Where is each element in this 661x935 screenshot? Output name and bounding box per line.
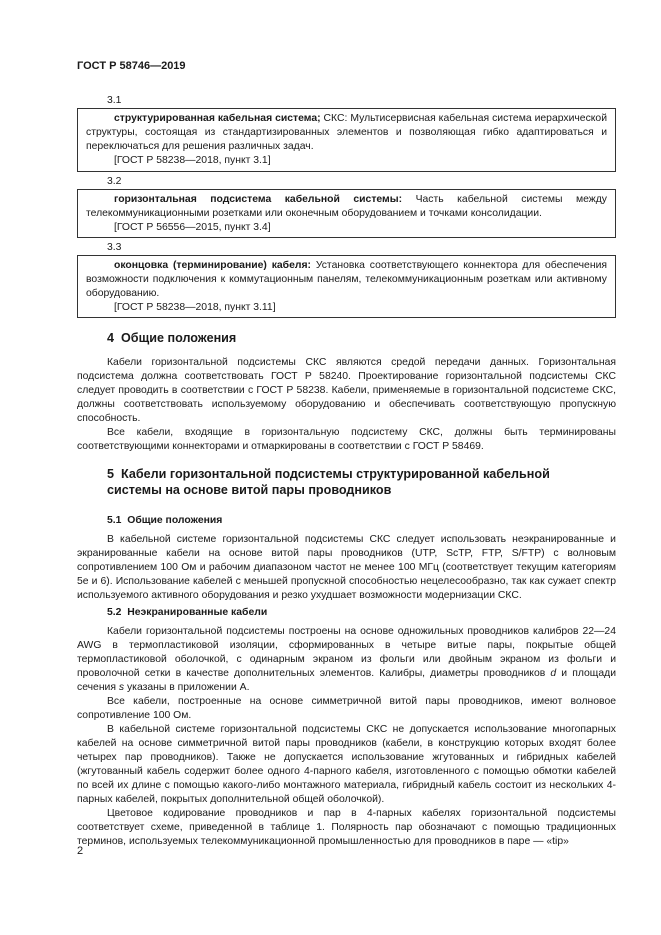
paragraph-text: указаны в приложении А. <box>124 682 250 693</box>
subsection-heading <box>107 606 267 620</box>
paragraph: Кабели горизонтальной подсистемы СКС являются средой передачи данных. Горизонтальная подсистема должна соответствовать ГОСТ Р 58240. Проектирование горизонтальной подсистемы СКС следует проводить в соответствии с ГОСТ Р 58238. Кабели, применяемые в горизонтальной подсистеме СКС, должны соответствовать используемому оборудованию и обеспечивать соответствующую пропускную способность. <box>77 357 616 424</box>
paragraph: Цветовое кодирование проводников и пар в 4-парных кабелях горизонтальной подсистемы соответствует схеме, приведенной в таблице 1. Полярность пар обозначают с помощью традиционных терминов, используемых телекоммуникационной промышленностью для проводников в паре — «tip» <box>77 808 616 847</box>
paragraph: Все кабели, входящие в горизонтальную подсистему СКС, должны быть терминированы соответствующими коннекторами и отмаркированы в соответствии с ГОСТ Р 58469. <box>77 427 616 452</box>
symbol-s: s <box>118 682 125 693</box>
term-reference: [ГОСТ Р 58238—2018, пункт 3.1] <box>114 155 271 166</box>
paragraph-text: и площади сечения <box>77 668 616 693</box>
term-definition-box <box>77 108 616 172</box>
subsection-title: Неэкранированные кабели <box>127 607 268 618</box>
term-text <box>86 112 607 154</box>
section-title-line: системы на основе витой пары проводников <box>107 483 392 497</box>
term-text <box>86 193 607 221</box>
section-title: Кабели горизонтальной подсистемы структурированной кабельной <box>121 467 550 481</box>
page-number: 2 <box>77 845 84 857</box>
paragraph-text: Кабели горизонтальной подсистемы построены на основе одножильных проводников калибров 22—24 AWG в термопластиковой изоляции, сформированных в четыре витые пары, покрытые общей термопластиковой оболочкой, с одинарным экраном из фольги или двойным экраном из фольги и проволочной сетки в качестве дополнительных элементов. Калибры, диаметры проводников <box>77 626 616 679</box>
term-name: структурированная кабельная система; <box>114 113 321 124</box>
subsection-number: 5.2 <box>107 607 122 618</box>
section-heading <box>77 466 616 498</box>
term-text <box>86 259 607 301</box>
term-definition: Мультисервисная кабельная система иерархической структуры, состоящая из стандартизированных элементов и позволяющая гибко адаптироваться и переключаться для решения различных задач. <box>86 113 608 152</box>
subsection-number: 5.1 <box>107 515 122 526</box>
term-number: 3.2 <box>107 176 122 187</box>
subsection-heading <box>107 514 222 528</box>
term-definition: Установка соответствующего коннектора для обеспечения возможности подключения к коммутационным панелям, телекоммуникационным розеткам или активному оборудованию. <box>86 260 608 299</box>
paragraph: В кабельной системе горизонтальной подсистемы СКС следует использовать неэкранированные и экранированные кабели на основе витой пары проводников (UTP, ScTP, FTP, S/FTP) с волновым сопротивлением 100 Ом и рабочим диапазоном частот не менее 100 МГц (соответствует текущим категориям 5е и 6). Использование кабелей с меньшей пропускной способностью нецелесообразно, так как сужает спектр используемого активного оборудования и резко ухудшает возможности модернизации СКС. <box>77 534 616 601</box>
section-title-line <box>77 466 616 482</box>
term-abbreviation: СКС: <box>320 113 348 124</box>
term-reference: [ГОСТ Р 56556—2015, пункт 3.4] <box>114 222 271 233</box>
section-title: Общие положения <box>121 331 237 345</box>
term-number: 3.3 <box>107 242 122 253</box>
paragraph: Все кабели, построенные на основе симметричной витой пары проводников, имеют волновое сопротивление 100 Ом. <box>77 696 616 721</box>
term-name: оконцовка (терминирование) кабеля: <box>114 260 311 271</box>
term-definition-box <box>77 189 616 238</box>
section-number: 4 <box>107 331 115 345</box>
section-heading <box>77 330 616 346</box>
subsection-title: Общие положения <box>127 515 223 526</box>
paragraph: В кабельной системе горизонтальной подсистемы СКС не допускается использование многопарных кабелей на основе симметричной витой пары проводников (кабели, в конструкцию которых входят более четырех пар проводников). Также не допускается использование жгутованных и гибридных кабелей (жгутованный кабель содержит более одного 4-парного кабеля, изготовленного с помощью обмотки кабелей по всей их длине с помощью какого-либо монтажного материала, гибридный кабель состоит из нескольких 4-парных кабелей, покрытых дополнительной общей оболочкой). <box>77 724 616 805</box>
symbol-d: d <box>550 668 557 679</box>
term-reference: [ГОСТ Р 58238—2018, пункт 3.11] <box>114 302 276 313</box>
term-number: 3.1 <box>107 95 122 106</box>
term-name: горизонтальная подсистема кабельной системы: <box>114 194 403 205</box>
term-definition: Часть кабельной системы между телекоммуникационными розетками или оконечным оборудованием и точками консолидации. <box>86 194 607 219</box>
section-number: 5 <box>107 467 115 481</box>
paragraph <box>77 625 616 695</box>
document-header: ГОСТ Р 58746—2019 <box>77 60 186 72</box>
term-definition-box <box>77 255 616 318</box>
